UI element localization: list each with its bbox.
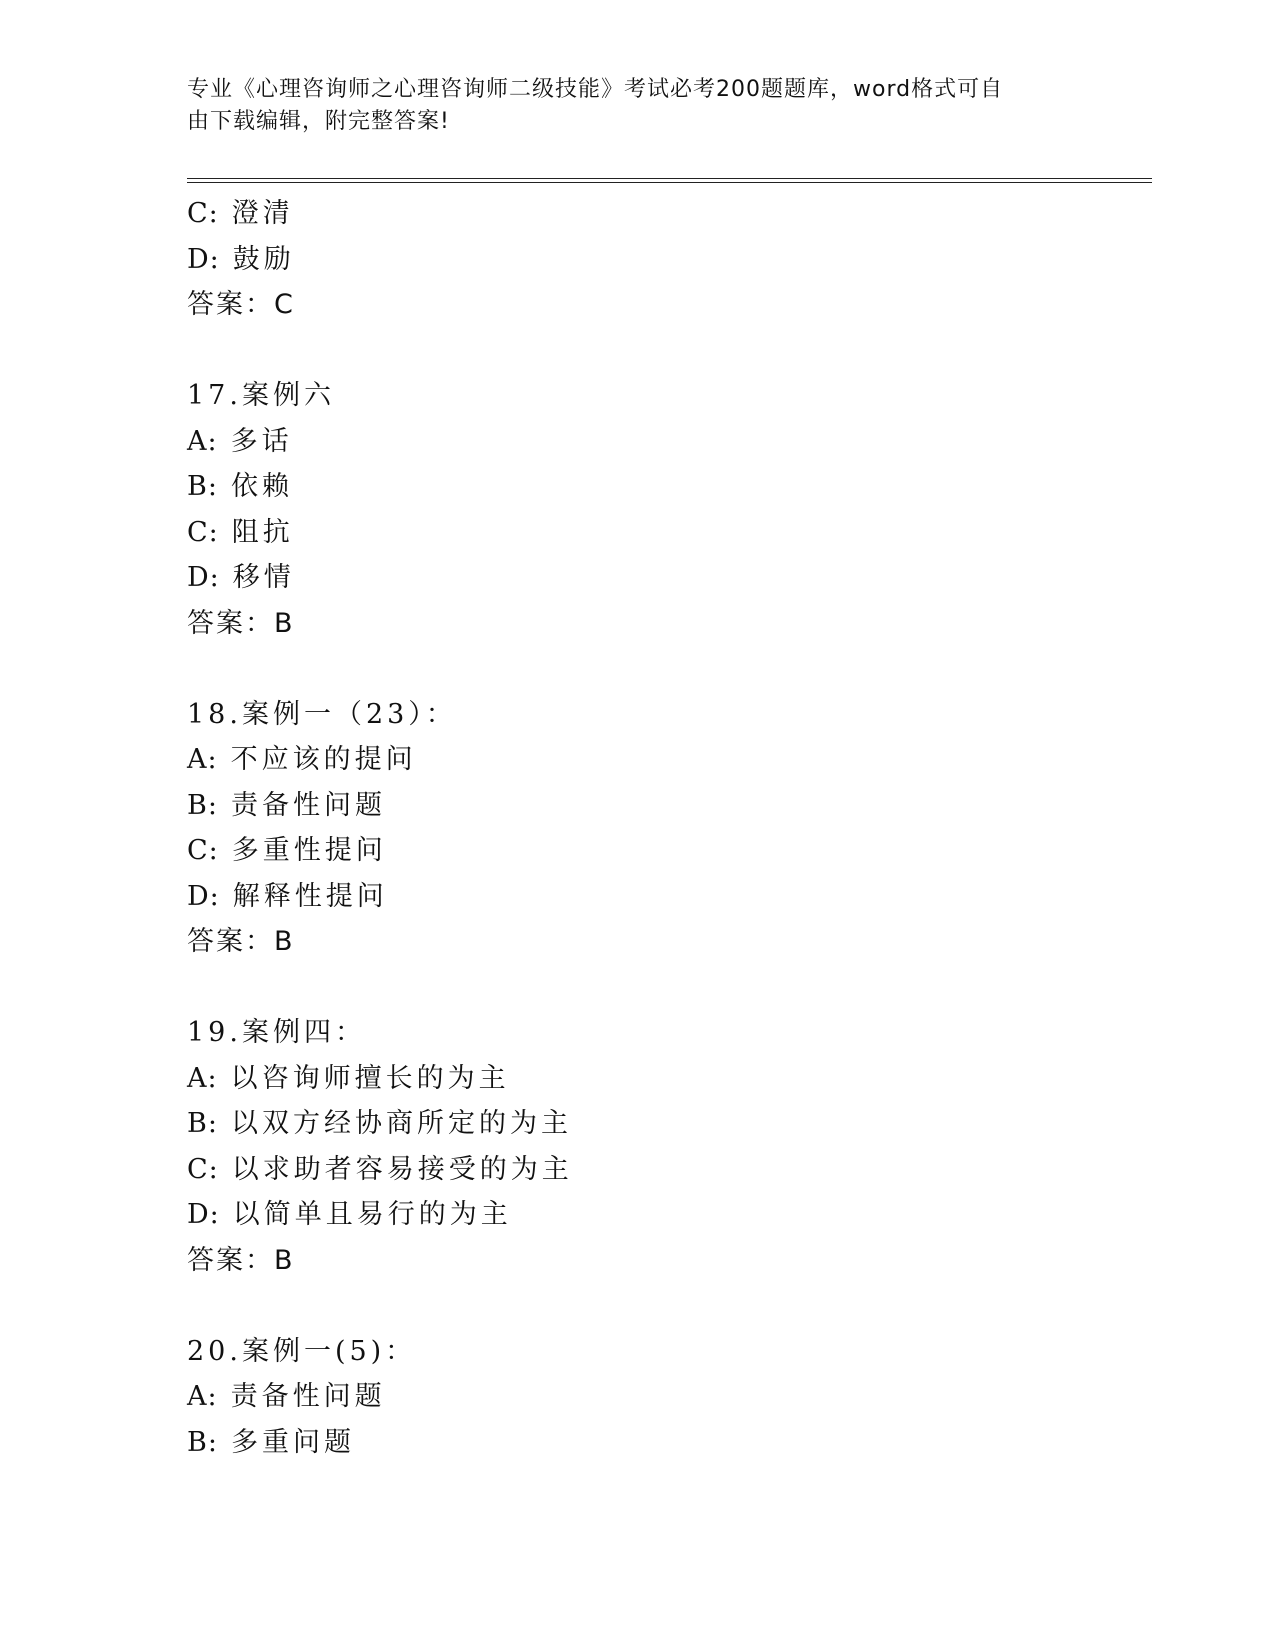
question-19: [187, 1010, 1147, 1283]
answer-line: 答案：B: [187, 926, 295, 957]
header-line-1: 专业《心理咨询师之心理咨询师二级技能》考试必考200题题库，word格式可自: [187, 77, 1004, 102]
option-b: B:责备性问题: [187, 789, 386, 821]
option-key: B: [187, 789, 208, 821]
option-text: 以求助者容易接受的为主: [231, 1153, 573, 1185]
option-text: 以双方经协商所定的为主: [230, 1108, 572, 1139]
header-divider-top: [187, 178, 1152, 179]
option-d: D:鼓励: [187, 243, 295, 275]
header-line-2: 由下载编辑，附完整答案!: [187, 109, 450, 134]
spacer: [187, 1283, 1147, 1329]
option-d: D:以简单且易行的为主: [187, 1199, 512, 1230]
option-key: B: [187, 471, 208, 502]
option-key: C: [187, 516, 209, 548]
spacer: [187, 328, 1147, 374]
option-c: C:阻抗: [187, 516, 294, 548]
option-key: C: [187, 198, 209, 229]
option-key: C: [187, 1153, 209, 1185]
document-header: [187, 74, 1067, 138]
option-text: 阻抗: [231, 516, 294, 548]
option-key: D: [187, 1199, 210, 1230]
option-key: D: [187, 562, 210, 593]
option-b: B:多重问题: [187, 1426, 355, 1458]
option-text: 责备性问题: [230, 789, 386, 821]
option-text: 责备性问题: [230, 1381, 386, 1412]
option-text: 以咨询师擅长的为主: [230, 1062, 510, 1094]
option-d: D:解释性提问: [187, 880, 388, 912]
option-text: 以简单且易行的为主: [232, 1199, 512, 1230]
option-key: C: [187, 835, 209, 866]
spacer: [187, 646, 1147, 692]
option-c: C:澄清: [187, 198, 294, 229]
option-text: 不应该的提问: [230, 744, 417, 775]
option-key: D: [187, 880, 210, 912]
header-divider-bottom: [187, 182, 1152, 183]
option-a: A:多话: [187, 425, 293, 457]
option-text: 多重问题: [230, 1426, 355, 1458]
option-key: A: [187, 425, 208, 457]
answer-line: 答案：B: [187, 1244, 295, 1276]
option-text: 依赖: [230, 471, 293, 502]
question-title: 20.案例一(5)：: [187, 1335, 417, 1367]
option-text: 多话: [230, 425, 293, 457]
option-key: A: [187, 1062, 208, 1094]
question-17: [187, 373, 1147, 646]
option-a: A:不应该的提问: [187, 744, 417, 775]
option-key: A: [187, 744, 208, 775]
question-list: [187, 191, 1147, 1465]
option-text: 移情: [232, 562, 295, 593]
option-c: C:以求助者容易接受的为主: [187, 1153, 573, 1185]
option-key: D: [187, 243, 210, 275]
option-text: 鼓励: [232, 243, 295, 275]
option-c: C:多重性提问: [187, 835, 387, 866]
question-title: 17.案例六: [187, 380, 335, 411]
question-title: 19.案例四：: [187, 1017, 366, 1048]
option-text: 解释性提问: [232, 880, 388, 912]
option-text: 澄清: [231, 198, 294, 229]
option-b: B:依赖: [187, 471, 293, 502]
option-d: D:移情: [187, 562, 295, 593]
spacer: [187, 965, 1147, 1011]
option-a: A:责备性问题: [187, 1381, 386, 1412]
option-text: 多重性提问: [231, 835, 387, 866]
option-key: B: [187, 1426, 208, 1458]
option-a: A:以咨询师擅长的为主: [187, 1062, 510, 1094]
question-title: 18.案例一（23）：: [187, 698, 457, 730]
question-20: [187, 1329, 1147, 1466]
answer-line: 答案：B: [187, 607, 295, 639]
option-key: A: [187, 1381, 208, 1412]
option-b: B:以双方经协商所定的为主: [187, 1108, 572, 1139]
question-18: [187, 692, 1147, 965]
question-16-partial: [187, 191, 1147, 328]
answer-line: 答案：C: [187, 289, 295, 320]
option-key: B: [187, 1108, 208, 1139]
